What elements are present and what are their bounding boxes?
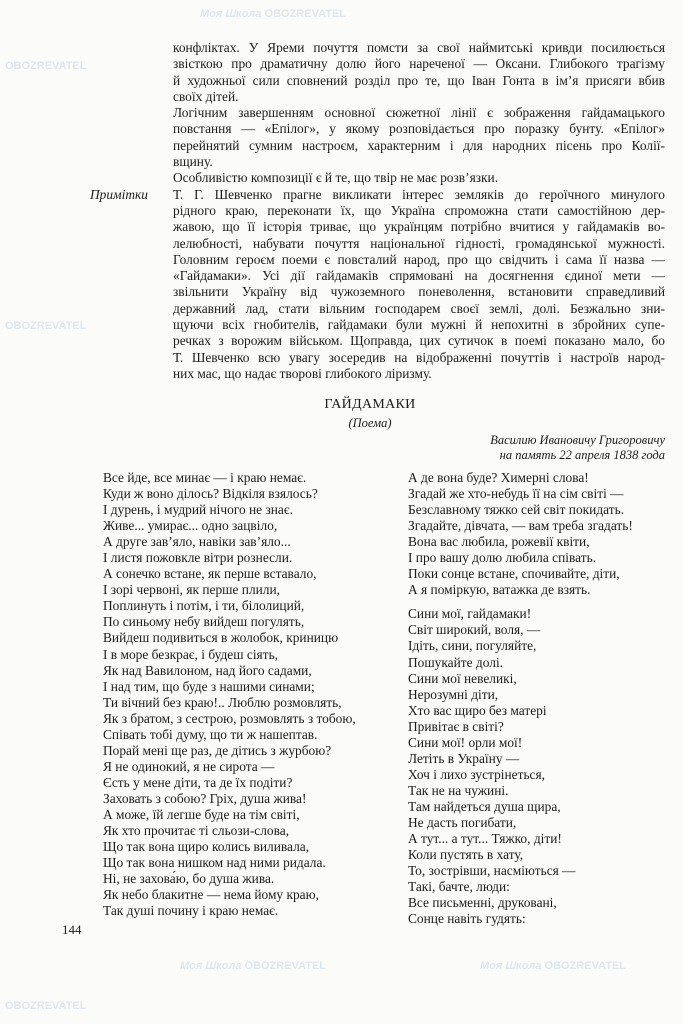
stanza-gap: [408, 598, 633, 606]
text-line: Коли пустять в хату,: [408, 847, 524, 863]
text-line: рідного краю, переконати їх, що Україна спроможна стати самостійною дер-: [173, 202, 665, 218]
text-line: По синьому небу вийдеш погулять,: [103, 614, 305, 630]
text-line: Куди ж воно ділось? Відкіля взялось?: [103, 486, 318, 502]
text-line: Згадайте, дівчата, — вам треба згадать!: [408, 518, 633, 534]
text-line: Логічним завершенням основної сюжетної лінії є зображення гайдамацького: [173, 105, 665, 121]
text-line: Порай мені ще раз, де дітись з журбою?: [103, 742, 332, 758]
text-line: Так душі почину і краю немає.: [103, 903, 279, 919]
text-line: Т. Г. Шевченко прагне викликати інтерес земляків до героїчного минулого: [173, 186, 665, 202]
text-line: Сини мої! орли мої!: [408, 734, 523, 750]
text-line: звісткою про драматичну долю його нареченої — Оксани. Глибокого трагізму: [173, 56, 665, 72]
text-line: Все йде, все минає — і краю немає.: [103, 470, 307, 485]
watermark: OBOZREVATEL: [5, 60, 87, 72]
text-line: Хто вас щиро без матері: [408, 702, 547, 718]
text-line: перейнятий сумним настроєм, характерним і для народних пісень про Колії-: [173, 137, 665, 153]
text-line: вщину.: [173, 154, 213, 170]
text-line: То, зострівши, насміються —: [408, 863, 576, 879]
text-line: Живе... умирає... одно зацвіло,: [103, 518, 278, 534]
text-line: І над тим, що буде з нашими синами;: [103, 678, 315, 694]
text-line: А де вона буде? Химерні слова!: [408, 470, 589, 485]
text-line: І зорі червоні, як перше плили,: [103, 582, 280, 598]
text-line: Сини мої, гайдамаки!: [408, 606, 532, 622]
text-line: А друге зав’яло, навіки зав’яло...: [103, 534, 291, 550]
text-line: Сини мої невеликі,: [408, 670, 517, 686]
text-line: «Гайдамаки». Усі дії гайдамаків спрямовані на досягнення єдиної мети —: [173, 268, 665, 284]
text-line: Все письменні, друковані,: [408, 895, 557, 911]
text-line: Летіть в Україну —: [408, 750, 520, 766]
text-line: Як небо блакитне — нема йому краю,: [103, 887, 319, 903]
text-line: Світ широкий, воля, —: [408, 622, 541, 638]
watermark: OBOZREVATEL: [5, 320, 87, 332]
text-line: Я не одинокий, я не сирота —: [103, 758, 275, 774]
poem-title: ГАЙДАМАКИ: [324, 397, 416, 412]
poem-left-column: [103, 470, 356, 919]
text-line: Згадай же хто-небудь її на сім світі —: [408, 486, 624, 502]
text-line: них мас, що надає творові глибокого ліризму.: [173, 365, 432, 381]
text-line: І в море безкрає, і будеш сіять,: [103, 646, 279, 662]
text-line: І дурень, і мудрий нічого не знає.: [103, 502, 293, 518]
poem-dedication: [490, 433, 665, 463]
text-line: речках з ворожим військом. Щоправда, цих сутичок в поемі показано мало, бо: [173, 333, 665, 349]
poem-right-column: [408, 470, 633, 927]
page-number: 144: [62, 922, 82, 937]
text-line: Сонце навіть гудять:: [408, 911, 526, 927]
text-line: Як хто прочитає ті сльози-слова,: [103, 823, 290, 839]
text-line: Як над Вавилоном, над його садами,: [103, 662, 312, 678]
watermark: Моя Школа OBOZREVATEL: [200, 8, 346, 20]
text-line: звільнити Україну від чужоземного поневолення, встановити справедливий: [173, 284, 665, 300]
text-line: І про вашу долю любила співать.: [408, 550, 597, 566]
dedication-line: Василию Ивановичу Григоровичу: [490, 433, 665, 447]
text-line: повстання — «Епілог», у якому розповідається про поразку бунту. «Епілог»: [173, 121, 665, 137]
text-line: Ідіть, сини, погуляйте,: [408, 638, 537, 654]
poem-subtitle: (Поема): [348, 416, 392, 430]
text-line: Як з братом, з сестрою, розмовлять з тобою,: [103, 710, 356, 726]
text-line: конфліктах. У Яреми почуття помсти за свої наймитські кривди посилюється: [173, 40, 665, 55]
watermark: Моя Школа OBOZREVATEL: [480, 960, 626, 972]
text-line: Такі, бачте, люди:: [408, 879, 510, 895]
text-line: Так не на чужині.: [408, 782, 509, 798]
watermark: OBOZREVATEL: [5, 1000, 87, 1012]
text-line: Особливістю композиції є й те, що твір не має розв’язки.: [173, 170, 499, 186]
text-line: А тут... а тут... Тяжко, діти!: [408, 831, 562, 847]
watermark: Моя Школа OBOZREVATEL: [180, 960, 326, 972]
text-line: Головним героєм поеми є повсталий народ, про що свідчить і сама її назва —: [173, 251, 665, 267]
text-line: Єсть у мене діти, та де їх подіти?: [103, 774, 293, 790]
text-line: щуючи всіх гнобителів, гайдамаки були мужні й непохитні в збройних супе-: [173, 317, 665, 333]
text-line: А я поміркую, ватажка де взять.: [408, 582, 591, 598]
text-line: Пошукайте долі.: [408, 654, 504, 670]
text-line: А сонечко встане, як перше вставало,: [103, 566, 317, 582]
text-line: Що так вона нишком над ними ридала.: [103, 855, 326, 871]
text-line: лелюбності, набувати почуття національної гідності, громадянської мужності.: [173, 235, 665, 251]
text-line: Там найдеться душа щира,: [408, 798, 561, 814]
text-line: й художньої сили сповнений розділ про те, що Іван Гонта в ім’я присяги вбив: [173, 72, 665, 88]
text-line: Нерозумні діти,: [408, 686, 499, 702]
text-line: Що так вона щиро колись виливала,: [103, 839, 310, 855]
text-line: своїх дітей.: [173, 88, 239, 104]
text-line: А може, їй легше буде на тім світі,: [103, 806, 300, 822]
text-line: Поплинуть і потім, і ти, білолиций,: [103, 598, 305, 614]
text-line: державний лад, стати вільним господарем своєї землі, долі. Безжально зни-: [173, 300, 665, 316]
text-line: Вона вас любила, рожевії квіти,: [408, 534, 590, 550]
body-text: [173, 40, 665, 382]
dedication-line: на память 22 апреля 1838 года: [499, 448, 665, 462]
text-line: Не дасть погибати,: [408, 814, 517, 830]
margin-note-label: Примітки: [90, 187, 148, 202]
text-line: Хоч і лихо зустрінеться,: [408, 766, 545, 782]
text-line: Вийдеш подивиться в жолобок, криницю: [103, 630, 339, 646]
text-line: І листя пожовкле вітри рознесли.: [103, 550, 293, 566]
text-line: жавою, що її історія триває, що українцям потрібно вчитися у гайдамаків во-: [173, 219, 665, 235]
text-line: Поки сонце встане, спочивайте, діти,: [408, 566, 620, 582]
text-line: Заховать з собою? Гріх, душа жива!: [103, 790, 307, 806]
text-line: Привітає в світі?: [408, 718, 504, 734]
text-line: Ні, не захова́ю, бо душа жива.: [103, 871, 275, 887]
text-line: Ти вічний без краю!.. Люблю розмовлять,: [103, 694, 342, 710]
text-line: Безславному тяжко сей світ покидать.: [408, 502, 625, 518]
text-line: Т. Шевченко всю увагу зосередив на відображенні почуттів і настроїв народ-: [173, 349, 665, 365]
text-line: Співать тобі думу, що ти ж нашептав.: [103, 726, 318, 742]
